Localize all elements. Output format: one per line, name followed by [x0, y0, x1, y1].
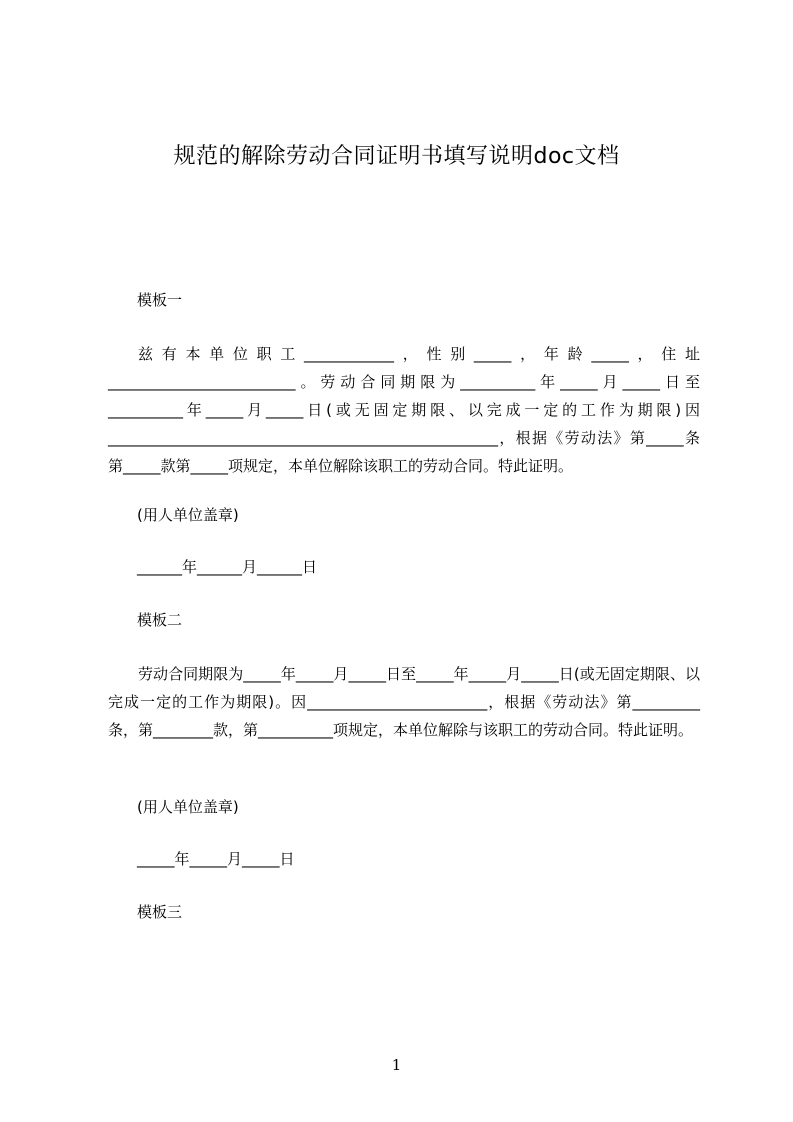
template1-date: ______年______月______日 — [137, 558, 318, 576]
template1-heading: 模板一 — [137, 291, 183, 309]
page-number: 1 — [391, 1056, 402, 1074]
template2-body: 劳动合同期限为_____年_____月_____日至_____年_____月_____日(或无固定期限、以完成一定的工作为期限)。因________________________，根据《劳动法》第_________条，第________款，第__________项规定，本单位解除与该职工的劳动合同。特此证明。 — [108, 665, 700, 739]
template2-date: _____年_____月_____日 — [137, 850, 295, 868]
template2-heading: 模板二 — [137, 611, 183, 629]
document-title: 规范的解除劳动合同证明书填写说明doc文档 — [173, 144, 620, 169]
template3-heading: 模板三 — [137, 903, 183, 921]
template1-seal: (用人单位盖章) — [137, 506, 239, 524]
template1-body: 兹有本单位职工____________，性别_____，年龄_____，住址_________________________。劳动合同期限为__________年_____月_____日至__________年_____月_____日(或无固定期限、以完成一定的工作为期限)因____________________________________________________，根据《劳动法》第_____条第_____款第_____项规定，本单位解除该职工的劳动合同。特此证明。 — [108, 345, 700, 475]
template2-seal: (用人单位盖章) — [137, 798, 239, 816]
